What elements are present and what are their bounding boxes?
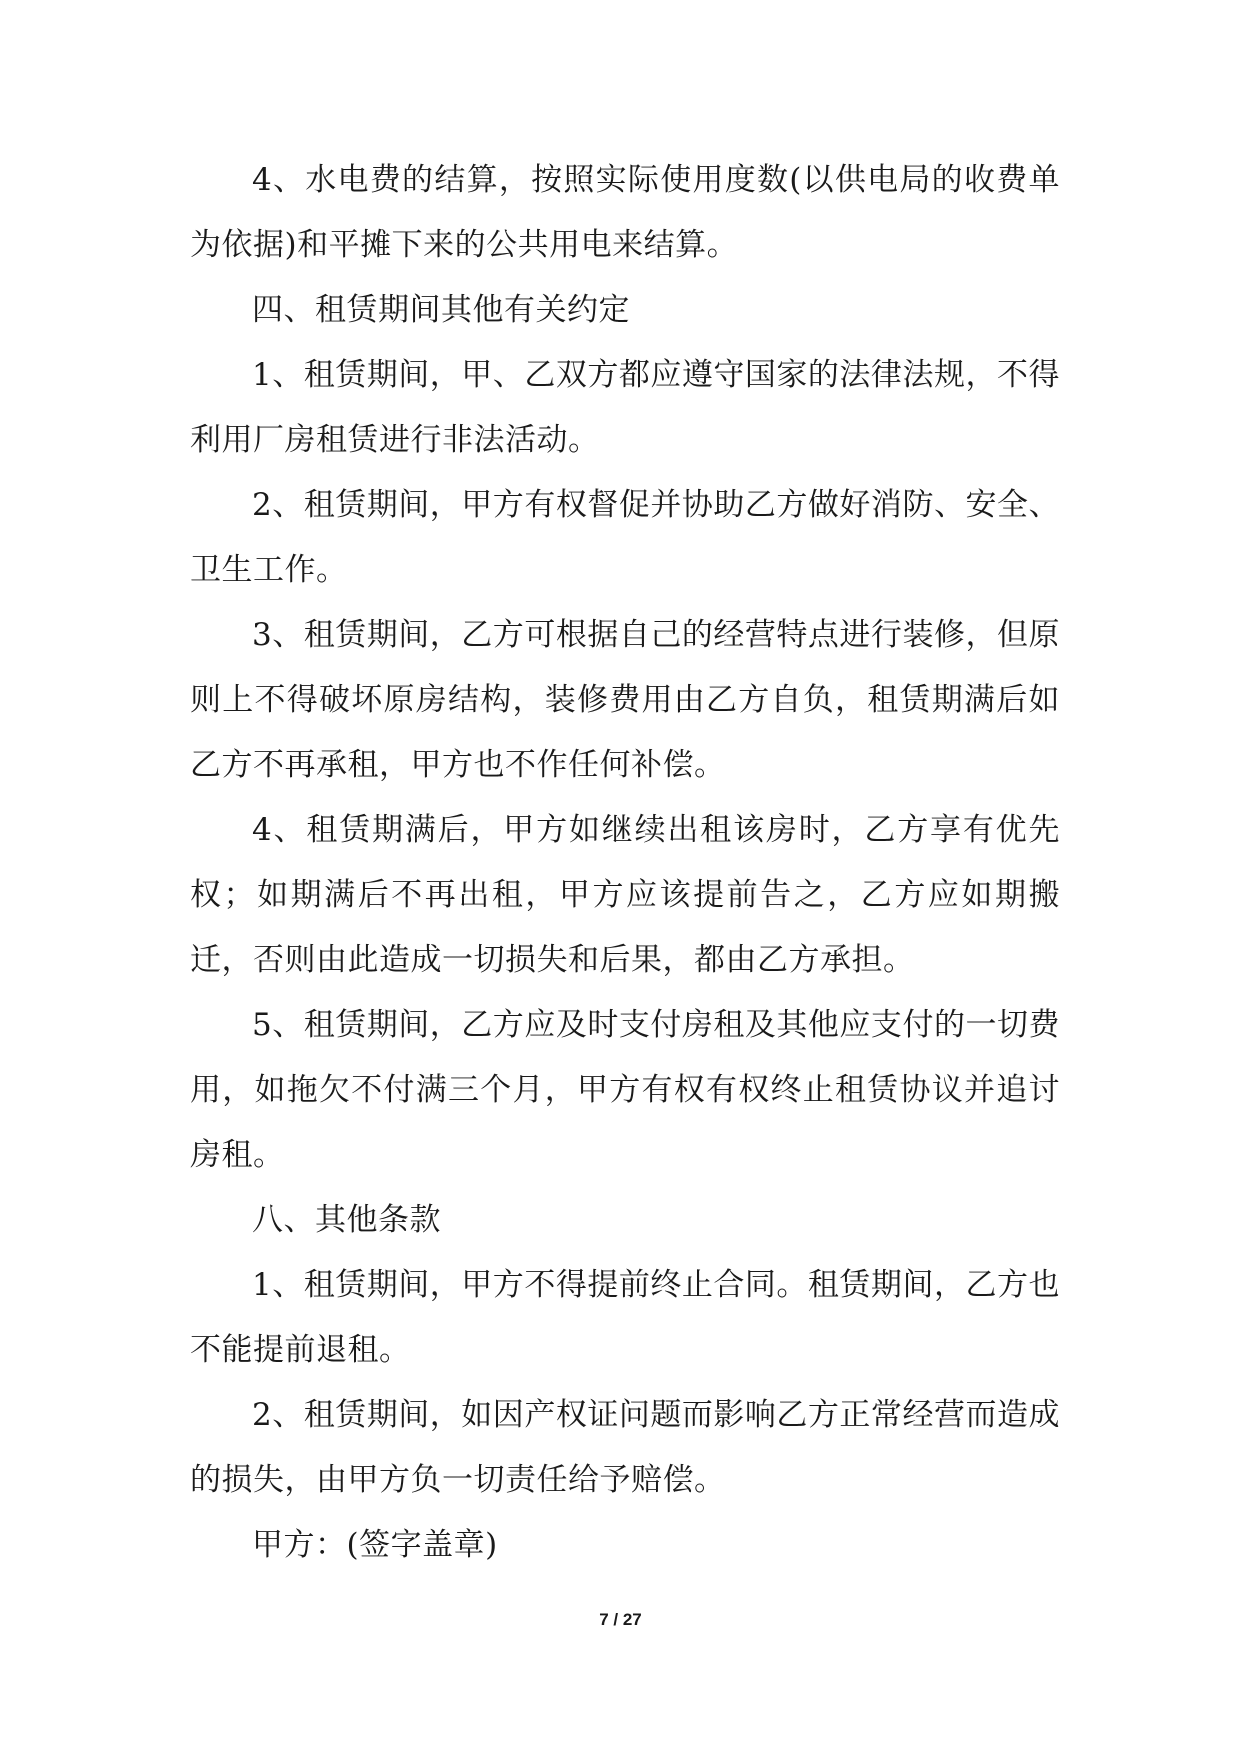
section-heading-other-terms: 八、其他条款: [252, 1202, 441, 1238]
paragraph-term-2-compensation: 2、租赁期间，如因产权证问题而影响乙方正常经营而造成的损失，由甲方负一切责任给予赔偿。: [190, 1397, 1060, 1498]
page-number: 7 / 27: [599, 1610, 642, 1629]
paragraph-clause-4-priority: 4、租赁期满后，甲方如继续出租该房时，乙方享有优先权；如期满后不再出租，甲方应该提前告之，乙方应如期搬迁，否则由此造成一切损失和后果，都由乙方承担。: [190, 812, 1060, 978]
document-body: [190, 148, 1060, 1578]
section-heading-other-agreements: 四、租赁期间其他有关约定: [252, 292, 630, 328]
paragraph-term-1-termination: 1、租赁期间，甲方不得提前终止合同。租赁期间，乙方也不能提前退租。: [190, 1267, 1060, 1368]
paragraph-clause-3-renovation: 3、租赁期间，乙方可根据自己的经营特点进行装修，但原则上不得破坏原房结构，装修费用由乙方自负，租赁期满后如乙方不再承租，甲方也不作任何补偿。: [190, 617, 1060, 783]
signature-party-a: 甲方：(签字盖章): [252, 1527, 498, 1563]
paragraph-clause-2-safety: 2、租赁期间，甲方有权督促并协助乙方做好消防、安全、卫生工作。: [190, 487, 1060, 588]
paragraph-clause-5-rent-payment: 5、租赁期间，乙方应及时支付房租及其他应支付的一切费用，如拖欠不付满三个月，甲方有权有权终止租赁协议并追讨房租。: [190, 1007, 1060, 1173]
paragraph-utility-settlement: 4、水电费的结算，按照实际使用度数(以供电局的收费单为依据)和平摊下来的公共用电来结算。: [190, 162, 1060, 263]
paragraph-clause-1-laws: 1、租赁期间，甲、乙双方都应遵守国家的法律法规，不得利用厂房租赁进行非法活动。: [190, 357, 1060, 458]
